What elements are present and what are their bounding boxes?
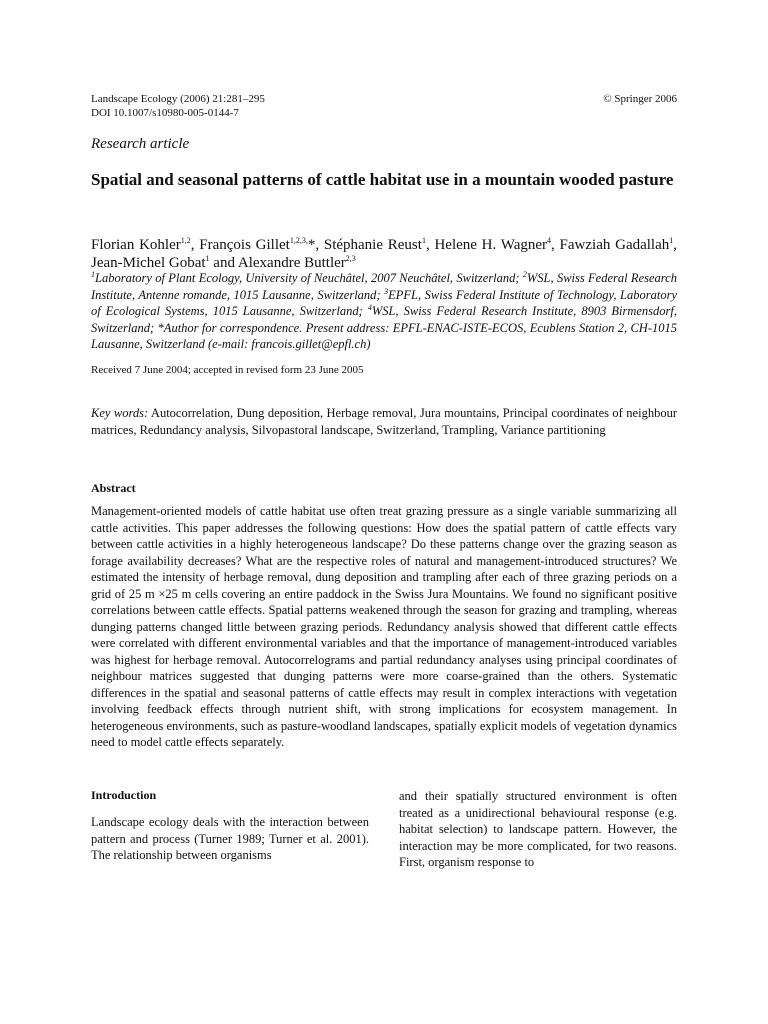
keywords: [91, 405, 677, 438]
author-affil-sup: 1,2: [180, 236, 191, 245]
affil-sup: 1: [91, 269, 95, 279]
journal-header: [91, 92, 265, 120]
author-name: Helene H. Wagner: [434, 237, 548, 253]
affil-text: Laboratory of Plant Ecology, University of Neuchâtel, 2007 Neuchâtel, Switzerland;: [95, 271, 523, 285]
author-affil-sup: 1: [205, 254, 210, 263]
author-separator: ,: [551, 237, 560, 253]
abstract-text: Management-oriented models of cattle habitat use often treat grazing pressure as a single variable summarizing all cattle activities. This paper addresses the following questions: How does the spatial pattern of cattle effects vary between cattle activities in a highly heterogeneous landscape? Do these patterns change over the grazing season as forage availability decreases? What are the respective roles of natural and management-introduced structures? We estimated the intensity of herbage removal, dung deposition and trampling after each of three grazing periods on a grid of 25 m ×25 m cells covering an entire paddock in the Swiss Jura Mountains. We found no significant positive correlations between cattle effects. Spatial patterns weakened through the season for grazing and trampling, whereas dunging patterns changed little between grazing periods. Redundancy analysis showed that different cattle effects were correlated with different environmental variables and that the importance of management-introduced variables was highest for herbage removal. Autocorrelograms and partial redundancy analyses using principal coordinates of neighbour matrices suggested that dunging patterns were more coarse-grained than the others. Systematic differences in the spatial and seasonal patterns of cattle effects may result in complex interactions with vegetation involving feedback effects through nutrient shift, with strong implications for ecosystem management. In heterogeneous environments, such as pasture-woodland landscapes, spatially explicit models of vegetation dynamics need to model cattle effects separately.: [91, 504, 677, 749]
author-affil-sup: 1: [669, 236, 674, 245]
affil-sup: 3: [384, 286, 389, 296]
author-name: Alexandre Buttler: [237, 255, 346, 271]
author-affil-sup: 4: [547, 236, 552, 245]
affil-text: WSL, Swiss Federal Research Institute, Antenne romande, 1015 Lausanne, Switzerland;: [91, 271, 677, 302]
copyright: © Springer 2006: [603, 93, 677, 105]
author-name: Stéphanie Reust: [323, 237, 422, 253]
journal-citation: Landscape Ecology (2006) 21:281–295: [91, 93, 265, 105]
paper-title: Spatial and seasonal patterns of cattle habitat use in a mountain wooded pasture: [91, 170, 674, 189]
doi: DOI 10.1007/s10980-005-0144-7: [91, 107, 239, 119]
author-name: Florian Kohler: [91, 237, 181, 253]
author-separator: ,: [190, 237, 200, 253]
author-separator: and: [209, 255, 238, 271]
introduction-right-column: and their spatially structured environment is often treated as a unidirectional behavioural response (e.g. habitat selection) to landscape pattern. However, the interaction may be more complicated, for two reasons. First, organism response to: [399, 789, 677, 869]
author-name: Jean-Michel Gobat: [91, 255, 206, 271]
received-dates: Received 7 June 2004; accepted in revised form 23 June 2005: [91, 364, 364, 376]
affil-text: EPFL, Swiss Federal Institute of Technology, Laboratory of Ecological Systems, 1015 Lausanne, Switzerland;: [91, 287, 678, 318]
author-name: Fawziah Gadallah: [559, 237, 670, 253]
affil-sup: 4: [367, 302, 372, 312]
author-affil-sup: 2,3: [345, 254, 356, 263]
author-separator: *,: [307, 237, 324, 253]
author-separator: ,: [425, 237, 435, 253]
affiliations: [91, 270, 677, 353]
keywords-label: Key words:: [91, 406, 149, 420]
author-name: François Gillet: [199, 237, 290, 253]
introduction-heading: Introduction: [91, 788, 157, 802]
affil-text: WSL, Swiss Federal Research Institute, 8903 Birmensdorf, Switzerland; *Author for correspondence. Present address: EPFL-ENAC-ISTE-ECOS, Ecublens Station 2, CH-1015 Lausanne, Switzerland (e-mail: francois.gillet@epfl.ch): [91, 304, 677, 351]
article-type: Research article: [91, 136, 190, 152]
author-separator: ,: [673, 237, 678, 253]
author-list: [91, 236, 677, 272]
keywords-text: Autocorrelation, Dung deposition, Herbage removal, Jura mountains, Principal coordinates of neighbour matrices, Redundancy analysis, Silvopastoral landscape, Switzerland, Trampling, Variance partitioning: [91, 406, 677, 437]
abstract-heading: Abstract: [91, 481, 136, 495]
author-affil-sup: 1: [421, 236, 426, 245]
introduction-left-column: Landscape ecology deals with the interaction between pattern and process (Turner 1989; Turner et al. 2001). The relationship between organisms: [91, 815, 369, 862]
affil-sup: 2: [522, 269, 527, 279]
author-affil-sup: 1,2,3,: [289, 236, 308, 245]
